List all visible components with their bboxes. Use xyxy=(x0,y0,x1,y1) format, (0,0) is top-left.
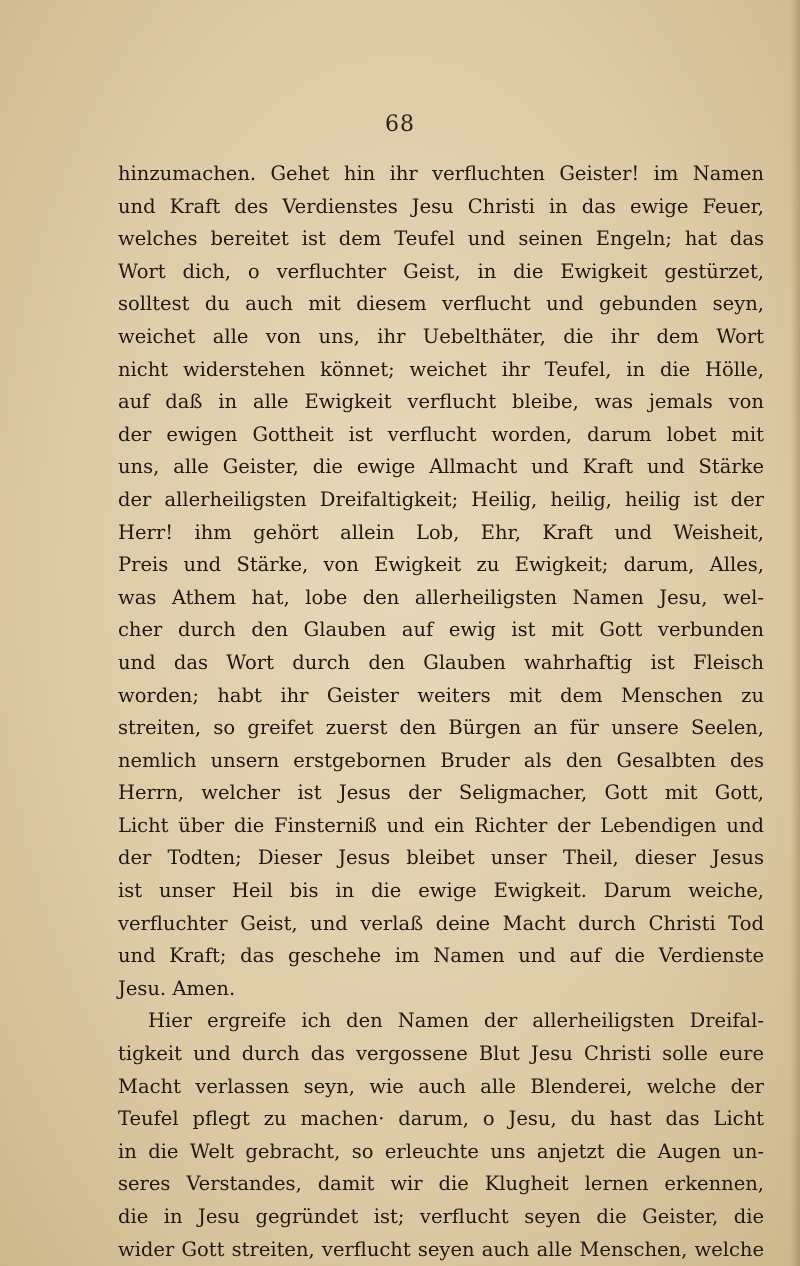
text-line: wider Gott streiten, verflucht seyen auch alle Menschen, welche xyxy=(118,1237,764,1261)
text-line: Licht über die Finsterniß und ein Richter der Lebendigen und xyxy=(118,813,764,837)
text-line: der allerheiligsten Dreifaltigkeit; Heilig, heilig, heilig ist der xyxy=(118,487,764,511)
paragraph-1 xyxy=(118,158,764,1005)
text-line: hinzumachen. Gehet hin ihr verfluchten Geister! im Namen xyxy=(118,162,764,185)
text-line: tigkeit und durch das vergossene Blut Jesu Christi solle eure xyxy=(118,1042,764,1066)
text-line: uns, alle Geister, die ewige Allmacht und Kraft und Stärke xyxy=(118,455,764,479)
body-text xyxy=(118,158,764,1266)
text-line: Herr! ihm gehört allein Lob, Ehr, Kraft und Weisheit, xyxy=(118,520,764,544)
text-line: auf daß in alle Ewigkeit verflucht bleibe, was jemals von xyxy=(118,390,764,414)
text-line: welches bereitet ist dem Teufel und seinen Engeln; hat das xyxy=(118,227,764,251)
text-line: der ewigen Gottheit ist verflucht worden, darum lobet mit xyxy=(118,422,764,446)
text-line: Teufel pflegt zu machen· darum, o Jesu, du hast das Licht xyxy=(118,1107,764,1131)
text-line: was Athem hat, lobe den allerheiligsten Namen Jesu, wel- xyxy=(118,585,764,609)
text-line: ist unser Heil bis in die ewige Ewigkeit. Darum weiche, xyxy=(118,879,764,903)
text-line: streiten, so greifet zuerst den Bürgen an für unsere Seelen, xyxy=(118,716,764,740)
text-line: Preis und Stärke, von Ewigkeit zu Ewigkeit; darum, Alles, xyxy=(118,553,764,577)
text-line: nicht widerstehen könnet; weichet ihr Teufel, in die Hölle, xyxy=(118,357,764,381)
text-line: und Kraft; das geschehe im Namen und auf die Verdienste xyxy=(118,944,764,968)
text-line: nemlich unsern erstgebornen Bruder als den Gesalbten des xyxy=(118,748,764,772)
text-line: Jesu. Amen. xyxy=(118,976,236,1000)
text-line: solltest du auch mit diesem verflucht und gebunden seyn, xyxy=(118,292,764,316)
paragraph-2 xyxy=(118,1005,764,1266)
text-line: Wort dich, o verfluchter Geist, in die Ewigkeit gestürzet, xyxy=(118,259,764,283)
text-line: weichet alle von uns, ihr Uebelthäter, die ihr dem Wort xyxy=(118,324,764,348)
page-edge-shadow xyxy=(790,0,800,1266)
text-line: Herrn, welcher ist Jesus der Seligmacher, Gott mit Gott, xyxy=(118,781,764,805)
text-line: in die Welt gebracht, so erleuchte uns anjetzt die Augen un- xyxy=(118,1139,764,1163)
text-line: und Kraft des Verdienstes Jesu Christi in das ewige Feuer, xyxy=(118,194,764,218)
text-line: worden; habt ihr Geister weiters mit dem Menschen zu xyxy=(118,683,764,707)
text-line: der Todten; Dieser Jesus bleibet unser Theil, dieser Jesus xyxy=(118,846,764,870)
text-line: die in Jesu gegründet ist; verflucht seyen die Geister, die xyxy=(118,1205,764,1228)
text-line: seres Verstandes, damit wir die Klugheit lernen erkennen, xyxy=(118,1172,764,1196)
text-line: cher durch den Glauben auf ewig ist mit Gott verbunden xyxy=(118,618,764,642)
text-line: Hier ergreife ich den Namen der allerheiligsten Dreifal- xyxy=(148,1009,764,1033)
text-line: und das Wort durch den Glauben wahrhaftig ist Fleisch xyxy=(118,650,764,674)
page-number: 68 xyxy=(385,112,415,137)
text-line: Macht verlassen seyn, wie auch alle Blenderei, welche der xyxy=(118,1074,764,1098)
text-line: verfluchter Geist, und verlaß deine Macht durch Christi Tod xyxy=(118,911,764,935)
